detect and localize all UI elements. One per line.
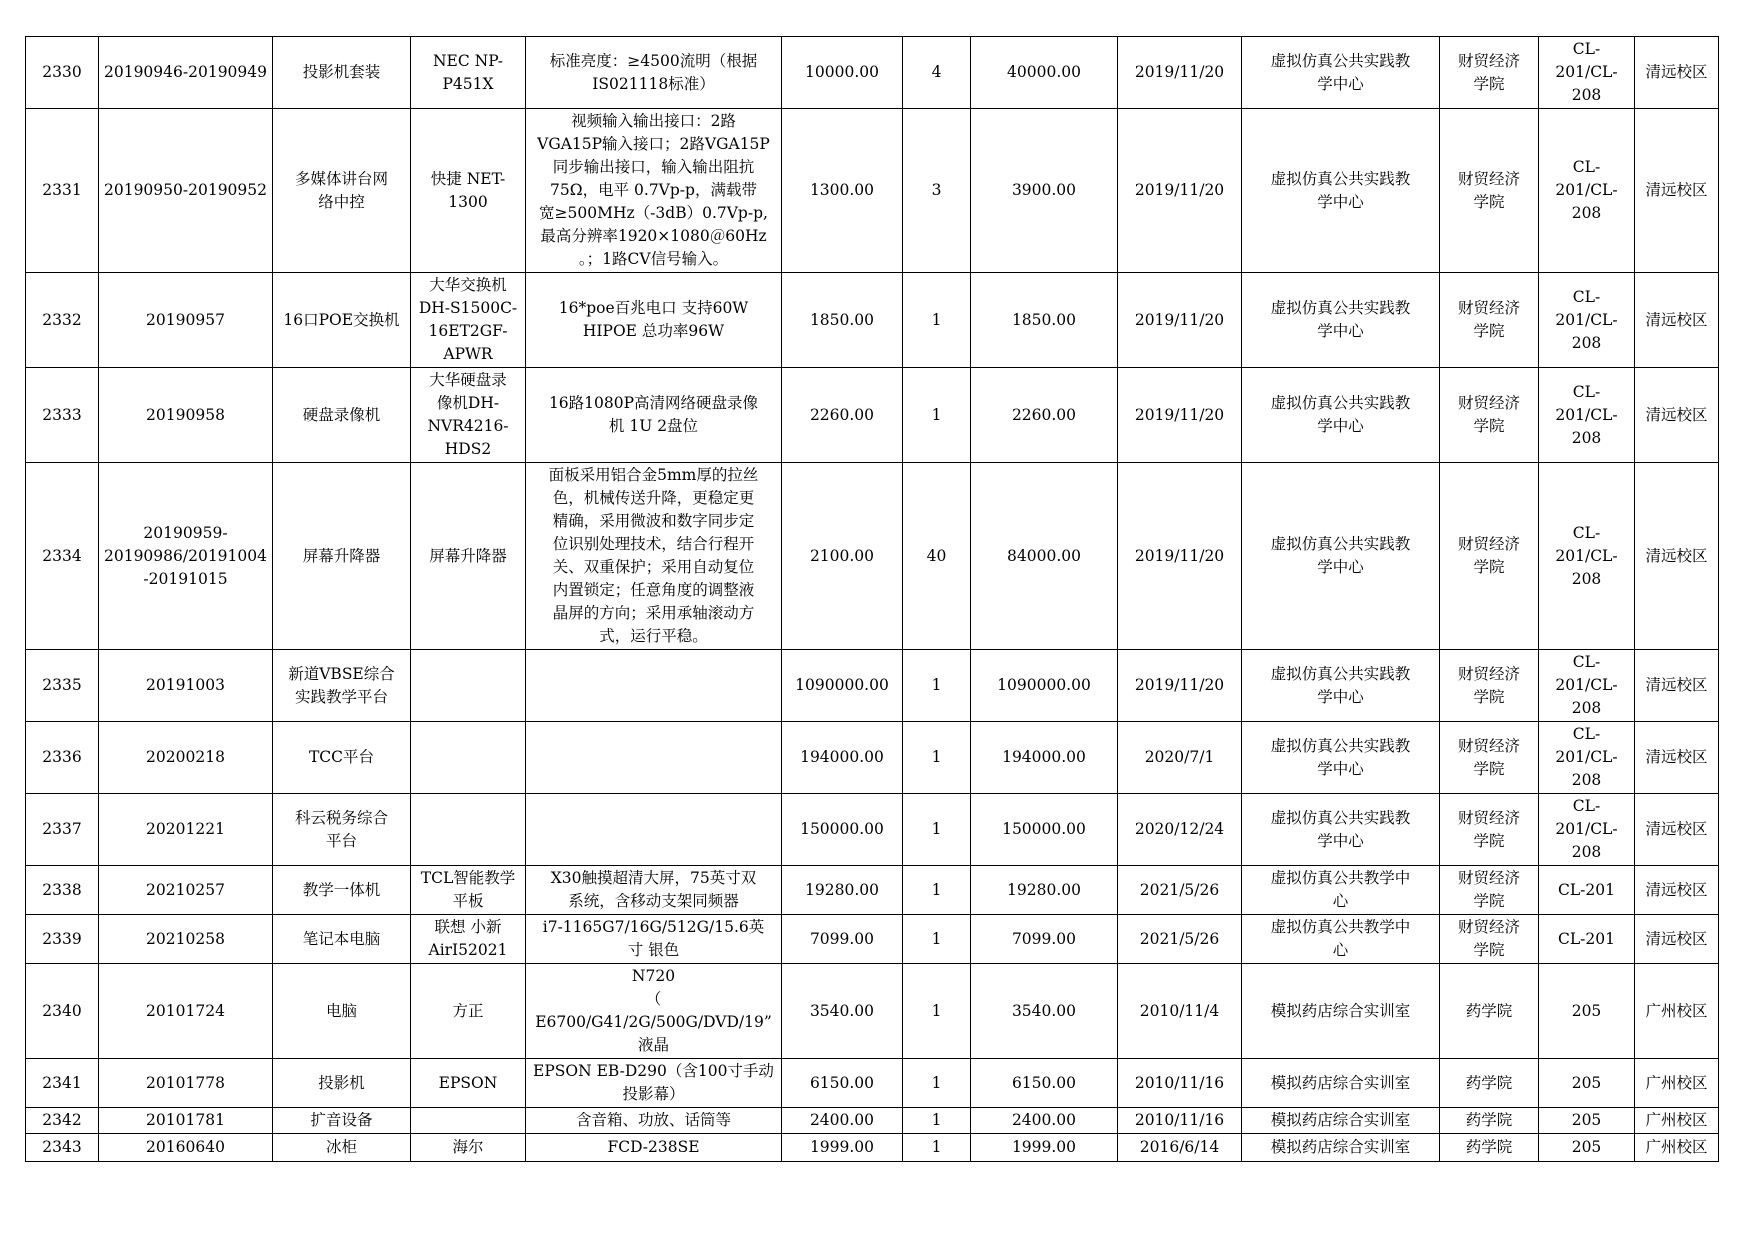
unit-price-cell: 19280.00 (782, 866, 903, 915)
quantity-cell: 1 (903, 794, 971, 866)
amount-cell: 6150.00 (971, 1059, 1118, 1108)
spec-cell: EPSON EB-D290（含100寸手动 投影幕） (526, 1059, 782, 1108)
unit-price-cell: 2400.00 (782, 1108, 903, 1134)
model-cell: 屏幕升降器 (411, 463, 526, 650)
room-cell: CL- 201/CL- 208 (1539, 463, 1635, 650)
purchase-date-cell: 2016/6/14 (1118, 1134, 1242, 1162)
seq-cell: 2343 (26, 1134, 99, 1162)
unit-price-cell: 1850.00 (782, 273, 903, 368)
amount-cell: 1850.00 (971, 273, 1118, 368)
amount-cell: 194000.00 (971, 722, 1118, 794)
equipment-name-cell: 冰柜 (273, 1134, 411, 1162)
table-row (26, 109, 1719, 273)
table-row (26, 964, 1719, 1059)
model-cell: 联想 小新 AirI52021 (411, 915, 526, 964)
amount-cell: 40000.00 (971, 37, 1118, 109)
amount-cell: 150000.00 (971, 794, 1118, 866)
room-cell: CL- 201/CL- 208 (1539, 650, 1635, 722)
seq-cell: 2332 (26, 273, 99, 368)
asset-number-cell: 20190946-20190949 (99, 37, 273, 109)
unit-price-cell: 1090000.00 (782, 650, 903, 722)
campus-cell: 清远校区 (1635, 650, 1719, 722)
campus-cell: 广州校区 (1635, 1108, 1719, 1134)
amount-cell: 7099.00 (971, 915, 1118, 964)
model-cell: 方正 (411, 964, 526, 1059)
asset-number-cell: 20190959- 20190986/20191004 -20191015 (99, 463, 273, 650)
location-cell: 虚拟仿真公共实践教 学中心 (1242, 650, 1440, 722)
equipment-name-cell: 教学一体机 (273, 866, 411, 915)
amount-cell: 19280.00 (971, 866, 1118, 915)
table-row (26, 1134, 1719, 1162)
room-cell: 205 (1539, 1108, 1635, 1134)
location-cell: 虚拟仿真公共实践教 学中心 (1242, 463, 1440, 650)
purchase-date-cell: 2010/11/16 (1118, 1059, 1242, 1108)
amount-cell: 3540.00 (971, 964, 1118, 1059)
college-cell: 财贸经济 学院 (1440, 915, 1539, 964)
table-row (26, 368, 1719, 463)
room-cell: CL- 201/CL- 208 (1539, 794, 1635, 866)
model-cell: NEC NP- P451X (411, 37, 526, 109)
purchase-date-cell: 2019/11/20 (1118, 650, 1242, 722)
table-row (26, 463, 1719, 650)
room-cell: CL- 201/CL- 208 (1539, 37, 1635, 109)
model-cell: 大华交换机 DH-S1500C- 16ET2GF- APWR (411, 273, 526, 368)
unit-price-cell: 150000.00 (782, 794, 903, 866)
purchase-date-cell: 2019/11/20 (1118, 368, 1242, 463)
model-cell: EPSON (411, 1059, 526, 1108)
unit-price-cell: 2260.00 (782, 368, 903, 463)
asset-number-cell: 20200218 (99, 722, 273, 794)
quantity-cell: 1 (903, 915, 971, 964)
college-cell: 财贸经济 学院 (1440, 37, 1539, 109)
table-row (26, 794, 1719, 866)
location-cell: 虚拟仿真公共教学中 心 (1242, 915, 1440, 964)
seq-cell: 2337 (26, 794, 99, 866)
table-row (26, 1108, 1719, 1134)
table-row (26, 37, 1719, 109)
equipment-name-cell: 科云税务综合 平台 (273, 794, 411, 866)
purchase-date-cell: 2019/11/20 (1118, 109, 1242, 273)
campus-cell: 广州校区 (1635, 1134, 1719, 1162)
campus-cell: 清远校区 (1635, 37, 1719, 109)
table-row (26, 650, 1719, 722)
amount-cell: 2400.00 (971, 1108, 1118, 1134)
model-cell (411, 650, 526, 722)
college-cell: 财贸经济 学院 (1440, 273, 1539, 368)
unit-price-cell: 6150.00 (782, 1059, 903, 1108)
unit-price-cell: 10000.00 (782, 37, 903, 109)
equipment-name-cell: 多媒体讲台网 络中控 (273, 109, 411, 273)
spec-cell (526, 722, 782, 794)
table-row (26, 1059, 1719, 1108)
campus-cell: 广州校区 (1635, 964, 1719, 1059)
table-row (26, 866, 1719, 915)
unit-price-cell: 1999.00 (782, 1134, 903, 1162)
spec-cell: N720 （ E6700/G41/2G/500G/DVD/19” 液晶 (526, 964, 782, 1059)
purchase-date-cell: 2021/5/26 (1118, 866, 1242, 915)
purchase-date-cell: 2020/7/1 (1118, 722, 1242, 794)
quantity-cell: 1 (903, 1134, 971, 1162)
amount-cell: 3900.00 (971, 109, 1118, 273)
location-cell: 模拟药店综合实训室 (1242, 1108, 1440, 1134)
location-cell: 虚拟仿真公共教学中 心 (1242, 866, 1440, 915)
equipment-name-cell: 新道VBSE综合 实践教学平台 (273, 650, 411, 722)
campus-cell: 清远校区 (1635, 722, 1719, 794)
asset-number-cell: 20190950-20190952 (99, 109, 273, 273)
college-cell: 药学院 (1440, 1134, 1539, 1162)
location-cell: 虚拟仿真公共实践教 学中心 (1242, 273, 1440, 368)
equipment-name-cell: 投影机套装 (273, 37, 411, 109)
equipment-name-cell: TCC平台 (273, 722, 411, 794)
model-cell: 海尔 (411, 1134, 526, 1162)
table-row (26, 273, 1719, 368)
quantity-cell: 4 (903, 37, 971, 109)
unit-price-cell: 7099.00 (782, 915, 903, 964)
room-cell: CL-201 (1539, 915, 1635, 964)
college-cell: 财贸经济 学院 (1440, 463, 1539, 650)
spec-cell: 16*poe百兆电口 支持60W HIPOE 总功率96W (526, 273, 782, 368)
purchase-date-cell: 2019/11/20 (1118, 37, 1242, 109)
model-cell (411, 722, 526, 794)
amount-cell: 1999.00 (971, 1134, 1118, 1162)
location-cell: 模拟药店综合实训室 (1242, 964, 1440, 1059)
location-cell: 模拟药店综合实训室 (1242, 1134, 1440, 1162)
quantity-cell: 1 (903, 368, 971, 463)
college-cell: 财贸经济 学院 (1440, 794, 1539, 866)
campus-cell: 清远校区 (1635, 273, 1719, 368)
campus-cell: 清远校区 (1635, 794, 1719, 866)
unit-price-cell: 194000.00 (782, 722, 903, 794)
seq-cell: 2333 (26, 368, 99, 463)
purchase-date-cell: 2020/12/24 (1118, 794, 1242, 866)
campus-cell: 清远校区 (1635, 463, 1719, 650)
quantity-cell: 1 (903, 722, 971, 794)
equipment-name-cell: 硬盘录像机 (273, 368, 411, 463)
asset-number-cell: 20210258 (99, 915, 273, 964)
college-cell: 财贸经济 学院 (1440, 109, 1539, 273)
room-cell: CL- 201/CL- 208 (1539, 109, 1635, 273)
room-cell: 205 (1539, 1134, 1635, 1162)
asset-number-cell: 20101724 (99, 964, 273, 1059)
spec-cell: 视频输入输出接口：2路 VGA15P输入接口；2路VGA15P 同步输出接口，输入输出阻抗 75Ω，电平 0.7Vp-p，满载带 宽≥500MHz（-3dB）0.7Vp-p, 最高分辨率1920×1080＠60Hz 。；1路CV信号输入。 (526, 109, 782, 273)
spec-cell: X30触摸超清大屏，75英寸双 系统，含移动支架同频器 (526, 866, 782, 915)
seq-cell: 2341 (26, 1059, 99, 1108)
spec-cell (526, 650, 782, 722)
model-cell (411, 794, 526, 866)
location-cell: 虚拟仿真公共实践教 学中心 (1242, 109, 1440, 273)
asset-number-cell: 20191003 (99, 650, 273, 722)
quantity-cell: 1 (903, 866, 971, 915)
equipment-inventory-table (25, 36, 1719, 1162)
model-cell: TCL智能教学 平板 (411, 866, 526, 915)
seq-cell: 2340 (26, 964, 99, 1059)
equipment-name-cell: 电脑 (273, 964, 411, 1059)
seq-cell: 2336 (26, 722, 99, 794)
equipment-name-cell: 笔记本电脑 (273, 915, 411, 964)
asset-number-cell: 20190958 (99, 368, 273, 463)
purchase-date-cell: 2019/11/20 (1118, 273, 1242, 368)
room-cell: 205 (1539, 1059, 1635, 1108)
amount-cell: 2260.00 (971, 368, 1118, 463)
seq-cell: 2335 (26, 650, 99, 722)
purchase-date-cell: 2021/5/26 (1118, 915, 1242, 964)
college-cell: 药学院 (1440, 1059, 1539, 1108)
campus-cell: 清远校区 (1635, 915, 1719, 964)
college-cell: 财贸经济 学院 (1440, 368, 1539, 463)
asset-number-cell: 20101778 (99, 1059, 273, 1108)
purchase-date-cell: 2010/11/4 (1118, 964, 1242, 1059)
asset-number-cell: 20210257 (99, 866, 273, 915)
room-cell: 205 (1539, 964, 1635, 1059)
campus-cell: 清远校区 (1635, 368, 1719, 463)
model-cell: 快捷 NET- 1300 (411, 109, 526, 273)
equipment-name-cell: 投影机 (273, 1059, 411, 1108)
seq-cell: 2330 (26, 37, 99, 109)
seq-cell: 2342 (26, 1108, 99, 1134)
amount-cell: 84000.00 (971, 463, 1118, 650)
quantity-cell: 3 (903, 109, 971, 273)
room-cell: CL- 201/CL- 208 (1539, 368, 1635, 463)
seq-cell: 2338 (26, 866, 99, 915)
college-cell: 药学院 (1440, 964, 1539, 1059)
model-cell: 大华硬盘录 像机DH- NVR4216- HDS2 (411, 368, 526, 463)
quantity-cell: 1 (903, 1108, 971, 1134)
purchase-date-cell: 2019/11/20 (1118, 463, 1242, 650)
equipment-name-cell: 16口POE交换机 (273, 273, 411, 368)
spec-cell (526, 794, 782, 866)
seq-cell: 2339 (26, 915, 99, 964)
location-cell: 虚拟仿真公共实践教 学中心 (1242, 368, 1440, 463)
spec-cell: 16路1080P高清网络硬盘录像 机 1U 2盘位 (526, 368, 782, 463)
seq-cell: 2334 (26, 463, 99, 650)
location-cell: 虚拟仿真公共实践教 学中心 (1242, 794, 1440, 866)
location-cell: 虚拟仿真公共实践教 学中心 (1242, 37, 1440, 109)
model-cell (411, 1108, 526, 1134)
spec-cell: 含音箱、功放、话筒等 (526, 1108, 782, 1134)
equipment-name-cell: 屏幕升降器 (273, 463, 411, 650)
quantity-cell: 40 (903, 463, 971, 650)
amount-cell: 1090000.00 (971, 650, 1118, 722)
unit-price-cell: 1300.00 (782, 109, 903, 273)
table-row (26, 722, 1719, 794)
room-cell: CL- 201/CL- 208 (1539, 273, 1635, 368)
room-cell: CL- 201/CL- 208 (1539, 722, 1635, 794)
spec-cell: 标准亮度：≥4500流明（根据 IS021118标准） (526, 37, 782, 109)
equipment-name-cell: 扩音设备 (273, 1108, 411, 1134)
quantity-cell: 1 (903, 1059, 971, 1108)
table-row (26, 915, 1719, 964)
quantity-cell: 1 (903, 273, 971, 368)
spec-cell: FCD-238SE (526, 1134, 782, 1162)
location-cell: 虚拟仿真公共实践教 学中心 (1242, 722, 1440, 794)
purchase-date-cell: 2010/11/16 (1118, 1108, 1242, 1134)
seq-cell: 2331 (26, 109, 99, 273)
asset-number-cell: 20160640 (99, 1134, 273, 1162)
spec-cell: 面板采用铝合金5mm厚的拉丝 色，机械传送升降，更稳定更 精确，采用微波和数字同步定 位识别处理技术，结合行程开 关、双重保护；采用自动复位 内置锁定；任意角度的调整液 晶屏的方向；采用承轴滚动方 式，运行平稳。 (526, 463, 782, 650)
quantity-cell: 1 (903, 964, 971, 1059)
unit-price-cell: 3540.00 (782, 964, 903, 1059)
asset-number-cell: 20190957 (99, 273, 273, 368)
college-cell: 财贸经济 学院 (1440, 866, 1539, 915)
asset-number-cell: 20101781 (99, 1108, 273, 1134)
spec-cell: i7-1165G7/16G/512G/15.6英 寸 银色 (526, 915, 782, 964)
room-cell: CL-201 (1539, 866, 1635, 915)
asset-number-cell: 20201221 (99, 794, 273, 866)
location-cell: 模拟药店综合实训室 (1242, 1059, 1440, 1108)
campus-cell: 清远校区 (1635, 866, 1719, 915)
college-cell: 财贸经济 学院 (1440, 722, 1539, 794)
campus-cell: 广州校区 (1635, 1059, 1719, 1108)
unit-price-cell: 2100.00 (782, 463, 903, 650)
college-cell: 药学院 (1440, 1108, 1539, 1134)
quantity-cell: 1 (903, 650, 971, 722)
campus-cell: 清远校区 (1635, 109, 1719, 273)
college-cell: 财贸经济 学院 (1440, 650, 1539, 722)
